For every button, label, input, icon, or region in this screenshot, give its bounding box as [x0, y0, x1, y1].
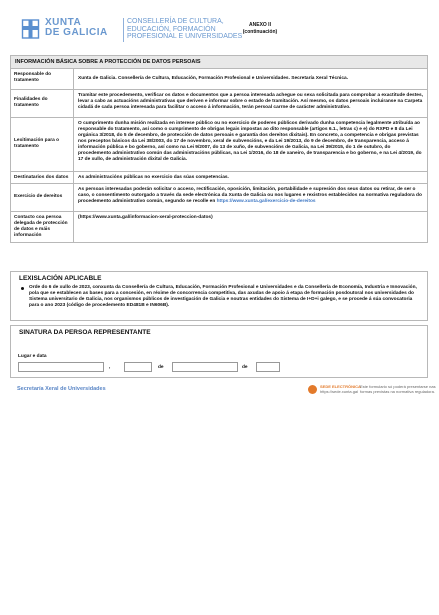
consel-line-2: EDUCACIÓN, FORMACIÓN — [127, 25, 216, 33]
legislation-text: Orde do 6 de xullo de 2023, conxunta da Consellería de Cultura, Educación, Formación Profesional e Universidades e da Consellería de Economía, Industria e Innovación, pola que se establecen as bases para a concesión, en réxime de concorrencia competitiva, das axudas de apoio á etapa de formación posdoutoral nos universidades do Sistema universitario de Galicia, nos organismos públicos de investigación de Galicia e noutras entidades do Sistema de I+D+i galego, e se procede á súa convocatoria para o ano 2023 (código de procedemento ED481B e IN606B). — [29, 285, 417, 308]
consel-line-1: CONSELLERÍA DE CULTURA, — [127, 18, 224, 25]
rights-link[interactable]: https://www.xunta.gal/exercicio-de-dereitos — [216, 199, 316, 204]
comma-separator: , — [109, 365, 111, 370]
bullet-icon — [21, 287, 24, 290]
place-field[interactable] — [18, 362, 104, 372]
row-value: Xunta de Galicia. Consellería de Cultura, Educación, Formación Profesional e Universidades. Secretaría Xeral Técnica. — [78, 76, 349, 81]
row-label: Exercicio de dereitos — [11, 184, 74, 211]
row-label: Contacto coa persoa delegada de protección de datos e máis información — [11, 212, 74, 242]
annex-title: ANEXO II — [249, 22, 271, 28]
table-row — [11, 212, 427, 242]
table-row — [11, 90, 427, 118]
footer-note-1: Este formulario só poderá presentarse nas — [360, 384, 436, 389]
info-link[interactable]: (https://www.xunta.gal/informacion-xeral-proteccion-datos) — [78, 215, 213, 220]
brand-name — [45, 18, 108, 38]
legislation-title: LEXISLACIÓN APLICABLE — [19, 275, 102, 282]
place-date-label: Lugar e data — [18, 354, 47, 359]
row-label: Destinatarios dos datos — [11, 172, 74, 183]
header-divider — [123, 18, 124, 42]
table-row — [11, 172, 427, 184]
table-title: INFORMACIÓN BÁSICA SOBRE A PROTECCIÓN DE DATOS PERSOAIS — [11, 56, 427, 69]
legislation-section — [10, 271, 428, 321]
footer-department: Secretaría Xeral de Universidades — [17, 386, 106, 392]
row-value — [74, 184, 427, 211]
de-label-1: de — [158, 365, 164, 370]
table-row — [11, 118, 427, 172]
day-field[interactable] — [124, 362, 152, 372]
brand-line-1: XUNTA — [45, 17, 82, 28]
data-protection-table — [10, 55, 428, 243]
legislation-item — [11, 285, 427, 313]
row-label: Finalidades do tratamento — [11, 90, 74, 117]
row-value: Tramitar este procedemento, verificar os datos e documentos que a persoa interesada achegue ou sexa solicitada para comprobar a exactitude destes, levar a cabo as actuacións administrativas que deriven e informar sobre o estado de tramitación. Así mesmo, os datos persoais incluiranse na Carpeta cidadá de cada persoa interesada para facilitar o acceso á información, terán persoal carrne de carácter administrativo. — [78, 93, 423, 110]
signature-title: SINATURA DA PERSOA REPRESENTANTE — [19, 329, 151, 336]
sede-label[interactable]: SEDE ELECTRÓNICA — [320, 384, 361, 389]
xunta-logo-icon — [20, 18, 41, 40]
annex-label — [220, 22, 300, 36]
rights-text: As persoas interesadas poderán solicitar o acceso, rectificación, oposición, limitación, portabilidade e supresión dos seus datos ou retirar, de ser o caso, o consentimento outorgado a través da sede electrónica da Xunta de Galicia ou nos lugares e rexistros establecidos na normativa reguladora do procedemento administrativo común, segundo se recolle en — [78, 187, 422, 204]
row-label: Lexitimación para o tratamento — [11, 118, 74, 171]
table-row — [11, 184, 427, 212]
consel-line-3: PROFESIONAL E UNIVERSIDADES — [127, 33, 243, 41]
year-field[interactable] — [256, 362, 280, 372]
row-value: O cumprimento dunha misión realizada en interese público ou no exercicio de poderes públicos derivado dunha competencia legalmente atribuída ao responsable do tratamento, así como o cumprimento de obrigas legais impostas ao dito responsable (artigos 6.1., letras c) e e) do RXPD e 8 da Lei orgánica 3/2018, do 5 de decembro, de protección de datos persoais e garantía dos dereitos dixitais). En concreto, a competencia e obrigas previstas nos preceptos básicos da Lei 38/2003, do 17 de novembro, xeral de subvencións, e da Lei 19/2013, do 9 de decembro, de transparencia, acceso á información pública e bo goberno, así como na Lei 9/2007, do 13 de xuño, de subvencións de Galicia, na Lei 39/2015, do 1 de outubro, do procedemento administrativo común das administracións públicas, na Lei 1/2016, do 18 de xaneiro, de transparencia e bo goberno, e na Lei 4/2019, do 17 de xullo, de administración dixital de Galicia. — [78, 121, 422, 162]
footer-note-2: formas previstas na normativa reguladora. — [360, 389, 435, 394]
de-label-2: de — [242, 365, 248, 370]
row-value: As administracións públicas no exercicio das súas competencias. — [78, 175, 229, 180]
row-label: Responsable do tratamento — [11, 69, 74, 89]
sede-url[interactable]: https://sede.xunta.gal — [320, 389, 359, 394]
row-value — [74, 212, 427, 242]
month-field[interactable] — [172, 362, 238, 372]
table-row — [11, 69, 427, 90]
annex-subtitle: (continuación) — [242, 29, 278, 35]
brand-line-2: DE GALICIA — [45, 27, 108, 38]
sede-icon — [308, 385, 317, 394]
